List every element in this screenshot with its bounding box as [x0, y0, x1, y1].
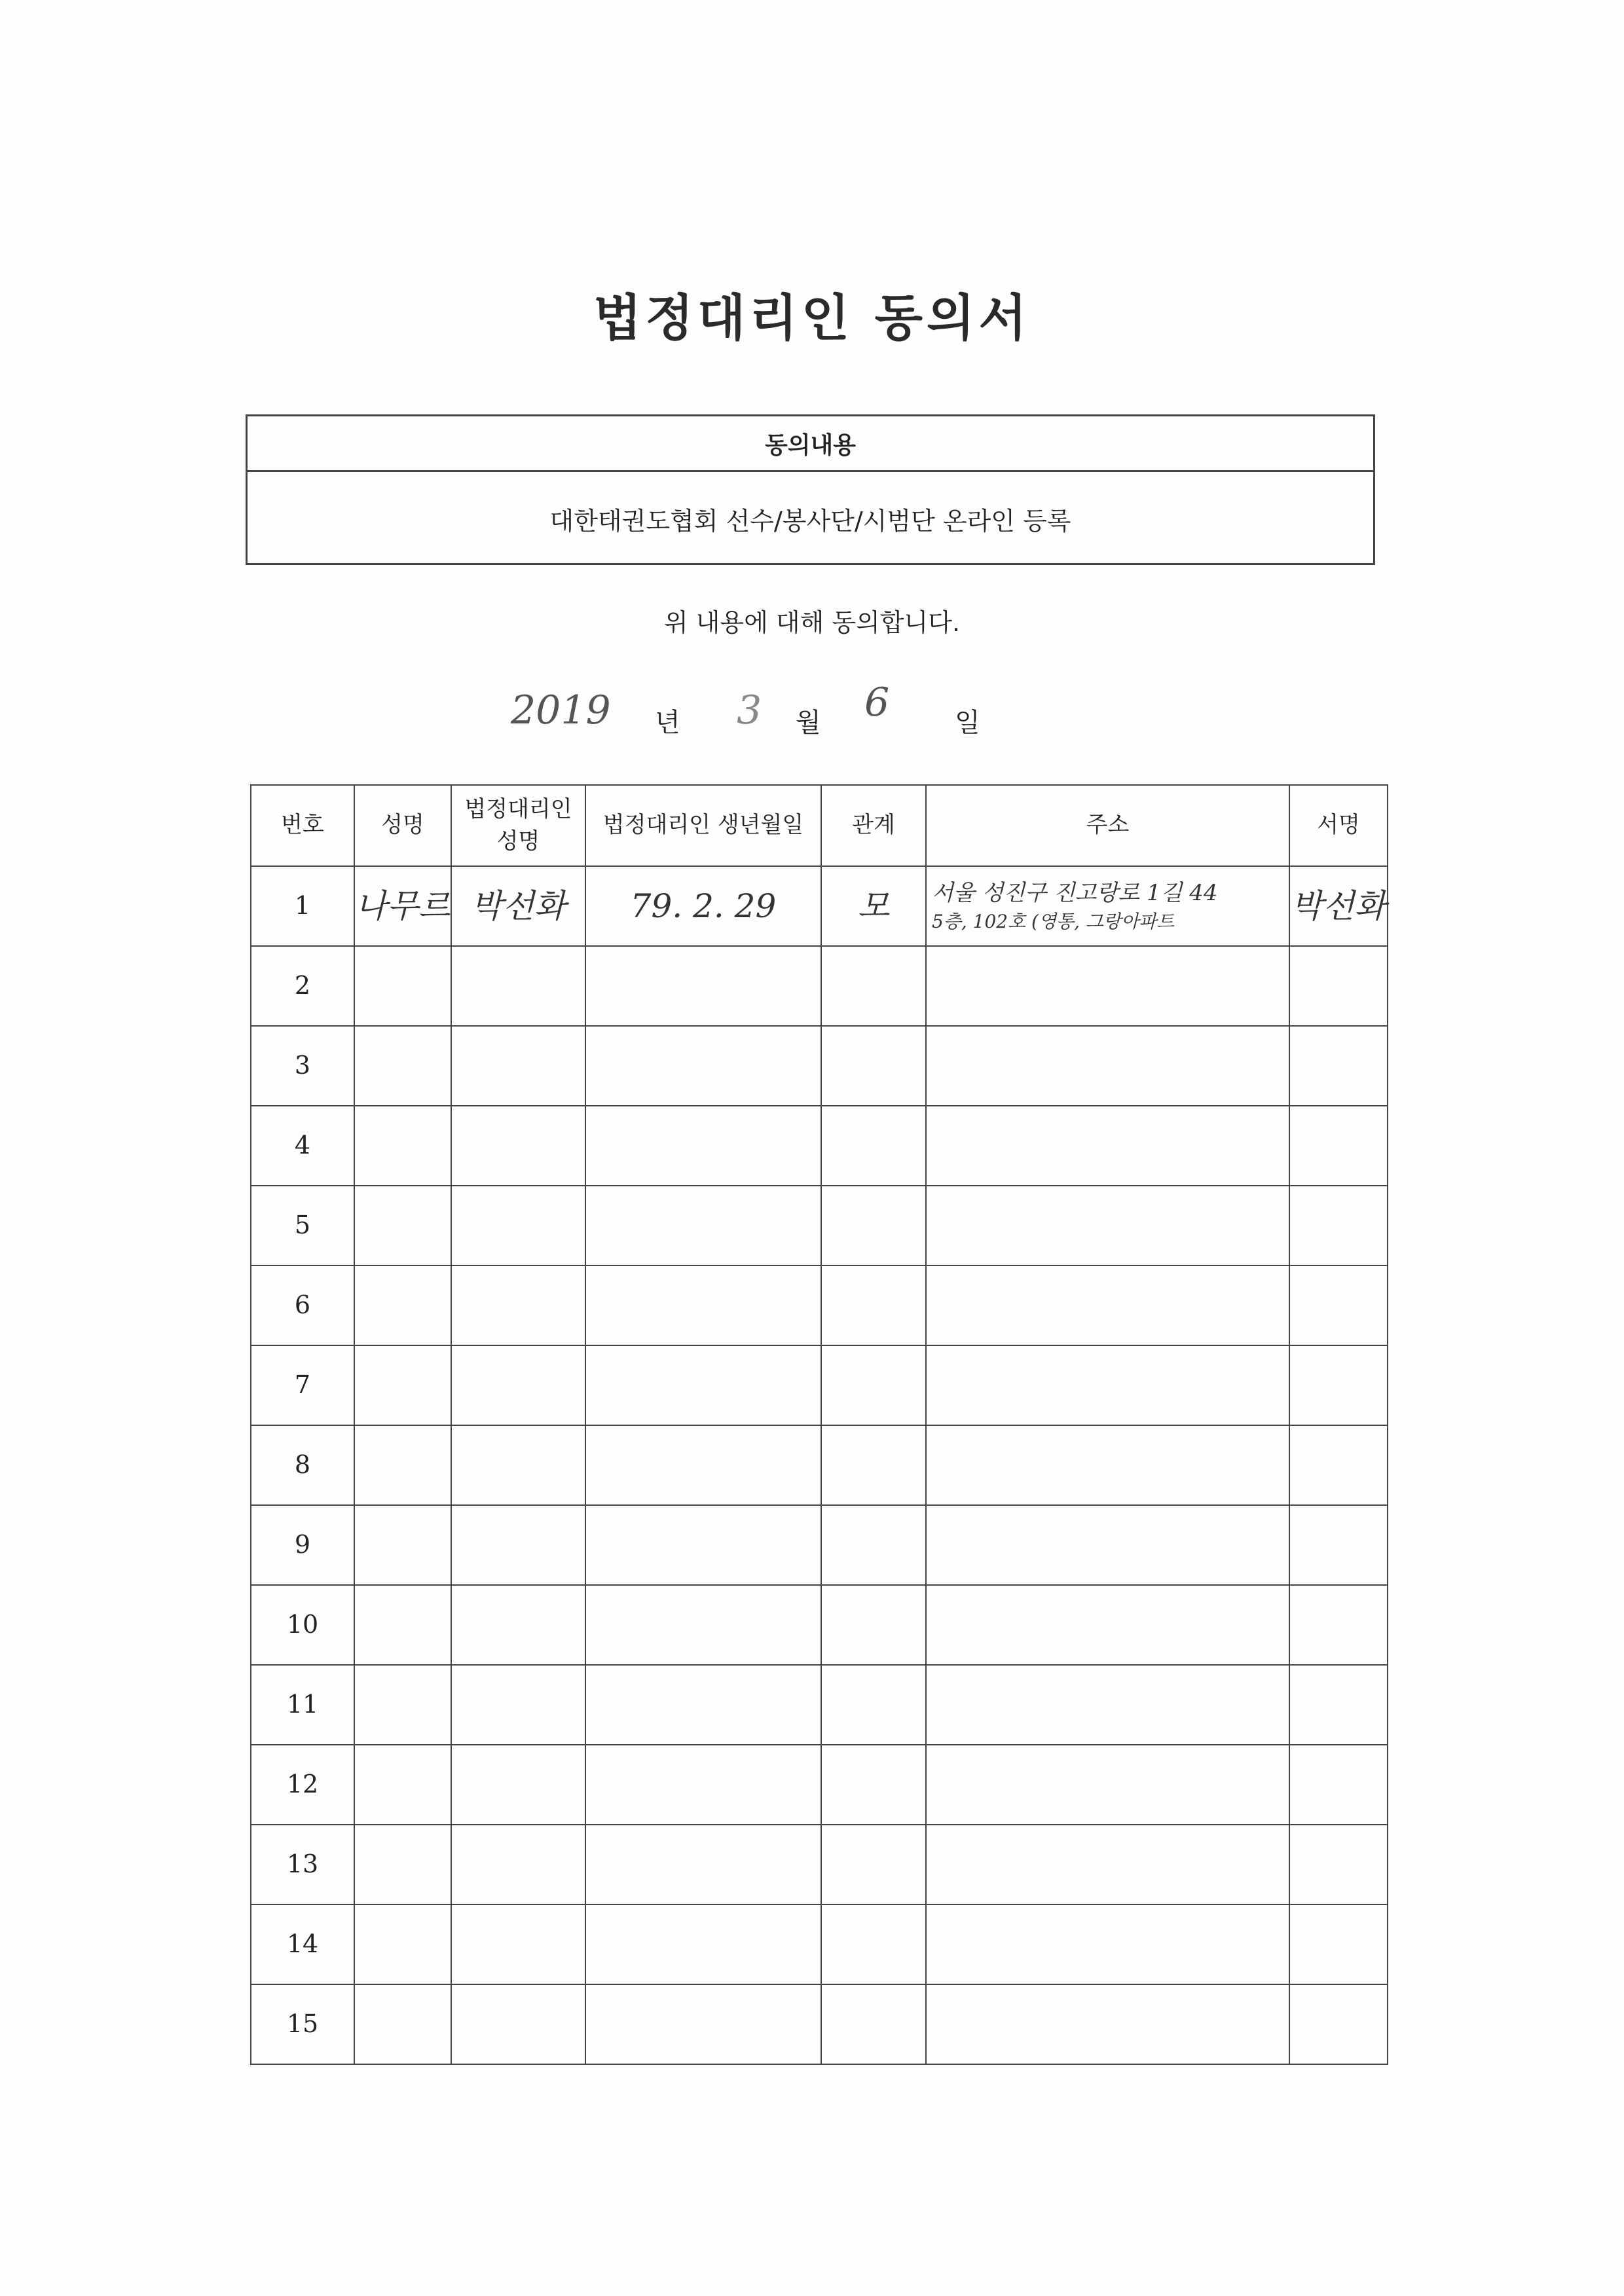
cell-guardian-birth[interactable] [585, 1585, 821, 1665]
cell-relation[interactable] [821, 1345, 926, 1425]
cell-address[interactable] [926, 1825, 1289, 1904]
header-relation: 관계 [821, 785, 926, 866]
cell-guardian-name[interactable] [451, 1026, 585, 1106]
cell-signature[interactable] [1289, 946, 1388, 1026]
cell-address[interactable] [926, 1585, 1289, 1665]
cell-signature[interactable] [1289, 1186, 1388, 1266]
cell-relation[interactable] [821, 1825, 926, 1904]
consent-box [246, 414, 1375, 565]
table-row [251, 1904, 1388, 1984]
cell-guardian-birth[interactable] [585, 1505, 821, 1585]
cell-guardian-name[interactable] [451, 1984, 585, 2064]
cell-name[interactable] [354, 1904, 451, 1984]
cell-guardian-name[interactable] [451, 1425, 585, 1505]
cell-signature[interactable] [1289, 1665, 1388, 1745]
cell-guardian-name[interactable] [451, 1585, 585, 1665]
cell-address[interactable] [926, 1266, 1289, 1345]
cell-name[interactable] [354, 946, 451, 1026]
cell-guardian-name[interactable] [451, 1825, 585, 1904]
cell-no: 10 [251, 1585, 354, 1665]
cell-signature[interactable] [1289, 1106, 1388, 1186]
table-row [251, 1345, 1388, 1425]
cell-address[interactable] [926, 1745, 1289, 1825]
cell-address[interactable] [926, 1106, 1289, 1186]
cell-no: 9 [251, 1505, 354, 1585]
date-row [0, 680, 1624, 753]
cell-no: 2 [251, 946, 354, 1026]
cell-guardian-birth[interactable] [585, 1904, 821, 1984]
cell-relation[interactable] [821, 1106, 926, 1186]
cell-signature[interactable] [1289, 1425, 1388, 1505]
cell-name[interactable] [354, 1984, 451, 2064]
address-line-2: 5층, 102호 (영통, 그랑아파트 [932, 911, 1175, 933]
cell-name[interactable]: 나무르 [354, 866, 451, 946]
cell-no: 15 [251, 1984, 354, 2064]
cell-no: 8 [251, 1425, 354, 1505]
cell-address[interactable] [926, 1186, 1289, 1266]
cell-no: 4 [251, 1106, 354, 1186]
cell-guardian-birth[interactable] [585, 946, 821, 1026]
cell-name[interactable] [354, 1186, 451, 1266]
cell-no: 3 [251, 1026, 354, 1106]
cell-relation[interactable] [821, 1425, 926, 1505]
cell-guardian-birth[interactable] [585, 1425, 821, 1505]
cell-guardian-birth[interactable]: 79. 2. 29 [585, 866, 821, 946]
cell-address[interactable] [926, 1904, 1289, 1984]
cell-address[interactable] [926, 1345, 1289, 1425]
cell-guardian-birth[interactable] [585, 1266, 821, 1345]
cell-signature[interactable] [1289, 1345, 1388, 1425]
cell-address[interactable] [926, 866, 1289, 946]
cell-signature[interactable] [1289, 1904, 1388, 1984]
cell-no: 7 [251, 1345, 354, 1425]
document-title: 법정대리인 동의서 [593, 289, 1031, 347]
table-row [251, 1266, 1388, 1345]
cell-guardian-birth[interactable] [585, 1745, 821, 1825]
header-no: 번호 [251, 785, 354, 866]
cell-relation[interactable] [821, 946, 926, 1026]
cell-name[interactable] [354, 1665, 451, 1745]
consent-header: 동의내용 [248, 416, 1373, 472]
cell-name[interactable] [354, 1106, 451, 1186]
cell-guardian-name[interactable]: 박선화 [451, 866, 585, 946]
date-year-label: 년 [655, 708, 680, 738]
cell-guardian-name[interactable] [451, 1186, 585, 1266]
cell-no: 12 [251, 1745, 354, 1825]
date-year[interactable]: 2019 [511, 687, 611, 733]
cell-signature[interactable] [1289, 1026, 1388, 1106]
cell-no: 13 [251, 1825, 354, 1904]
cell-name[interactable] [354, 1425, 451, 1505]
cell-no: 5 [251, 1186, 354, 1266]
registration-table [250, 784, 1388, 2065]
cell-guardian-name[interactable] [451, 1745, 585, 1825]
header-name: 성명 [354, 785, 451, 866]
cell-guardian-birth[interactable] [585, 1026, 821, 1106]
cell-relation[interactable]: 모 [821, 866, 926, 946]
cell-address[interactable] [926, 946, 1289, 1026]
table-row [251, 1186, 1388, 1266]
date-day-label: 일 [955, 708, 980, 738]
header-guardian-name: 법정대리인 성명 [451, 785, 585, 866]
cell-address[interactable] [926, 1425, 1289, 1505]
cell-guardian-name[interactable] [451, 1665, 585, 1745]
cell-guardian-name[interactable] [451, 1345, 585, 1425]
cell-guardian-birth[interactable] [585, 1345, 821, 1425]
table-row [251, 1106, 1388, 1186]
cell-signature[interactable] [1289, 1505, 1388, 1585]
table-row [251, 1665, 1388, 1745]
table-row [251, 1026, 1388, 1106]
table-row [251, 1585, 1388, 1665]
cell-guardian-birth[interactable] [585, 1186, 821, 1266]
table-row [251, 1745, 1388, 1825]
cell-name[interactable] [354, 1505, 451, 1585]
cell-signature[interactable] [1289, 1825, 1388, 1904]
cell-address[interactable] [926, 1984, 1289, 2064]
date-month-label: 월 [796, 708, 821, 738]
cell-relation[interactable] [821, 1505, 926, 1585]
cell-relation[interactable] [821, 1984, 926, 2064]
cell-guardian-birth[interactable] [585, 1665, 821, 1745]
cell-name[interactable] [354, 1745, 451, 1825]
cell-address[interactable] [926, 1505, 1289, 1585]
cell-signature[interactable]: 박선화 [1289, 866, 1388, 946]
table-row [251, 1825, 1388, 1904]
cell-name[interactable] [354, 1266, 451, 1345]
cell-relation[interactable] [821, 1585, 926, 1665]
table-row [251, 866, 1388, 946]
table-row [251, 1425, 1388, 1505]
header-guardian-birth: 법정대리인 생년월일 [585, 785, 821, 866]
table-row [251, 1984, 1388, 2064]
cell-signature[interactable] [1289, 1266, 1388, 1345]
cell-name[interactable] [354, 1825, 451, 1904]
date-day[interactable]: 6 [864, 680, 890, 725]
cell-guardian-birth[interactable] [585, 1825, 821, 1904]
cell-relation[interactable] [821, 1665, 926, 1745]
header-address: 주소 [926, 785, 1289, 866]
cell-guardian-birth[interactable] [585, 1106, 821, 1186]
cell-signature[interactable] [1289, 1585, 1388, 1665]
cell-relation[interactable] [821, 1745, 926, 1825]
cell-guardian-name[interactable] [451, 946, 585, 1026]
cell-no: 6 [251, 1266, 354, 1345]
cell-relation[interactable] [821, 1266, 926, 1345]
cell-relation[interactable] [821, 1904, 926, 1984]
cell-no: 1 [251, 866, 354, 946]
cell-guardian-name[interactable] [451, 1106, 585, 1186]
table-header-row [251, 785, 1388, 866]
cell-name[interactable] [354, 1345, 451, 1425]
cell-guardian-name[interactable] [451, 1505, 585, 1585]
cell-relation[interactable] [821, 1026, 926, 1106]
table-row [251, 946, 1388, 1026]
cell-address[interactable] [926, 1665, 1289, 1745]
cell-address[interactable] [926, 1026, 1289, 1106]
registration-table-wrap [250, 784, 1388, 2065]
cell-no: 11 [251, 1665, 354, 1745]
date-month[interactable]: 3 [737, 687, 762, 733]
cell-guardian-birth[interactable] [585, 1984, 821, 2064]
agree-statement: 위 내용에 대해 동의합니다. [663, 608, 961, 637]
cell-name[interactable] [354, 1585, 451, 1665]
header-signature: 서명 [1289, 785, 1388, 866]
cell-guardian-name[interactable] [451, 1904, 585, 1984]
address-line-1: 서울 성진구 진고랑로 1길 44 [932, 879, 1218, 906]
table-row [251, 1505, 1388, 1585]
cell-relation[interactable] [821, 1186, 926, 1266]
cell-no: 14 [251, 1904, 354, 1984]
cell-name[interactable] [354, 1026, 451, 1106]
consent-body: 대한태권도협회 선수/봉사단/시범단 온라인 등록 [549, 506, 1071, 536]
cell-guardian-name[interactable] [451, 1266, 585, 1345]
cell-signature[interactable] [1289, 1984, 1388, 2064]
cell-signature[interactable] [1289, 1745, 1388, 1825]
